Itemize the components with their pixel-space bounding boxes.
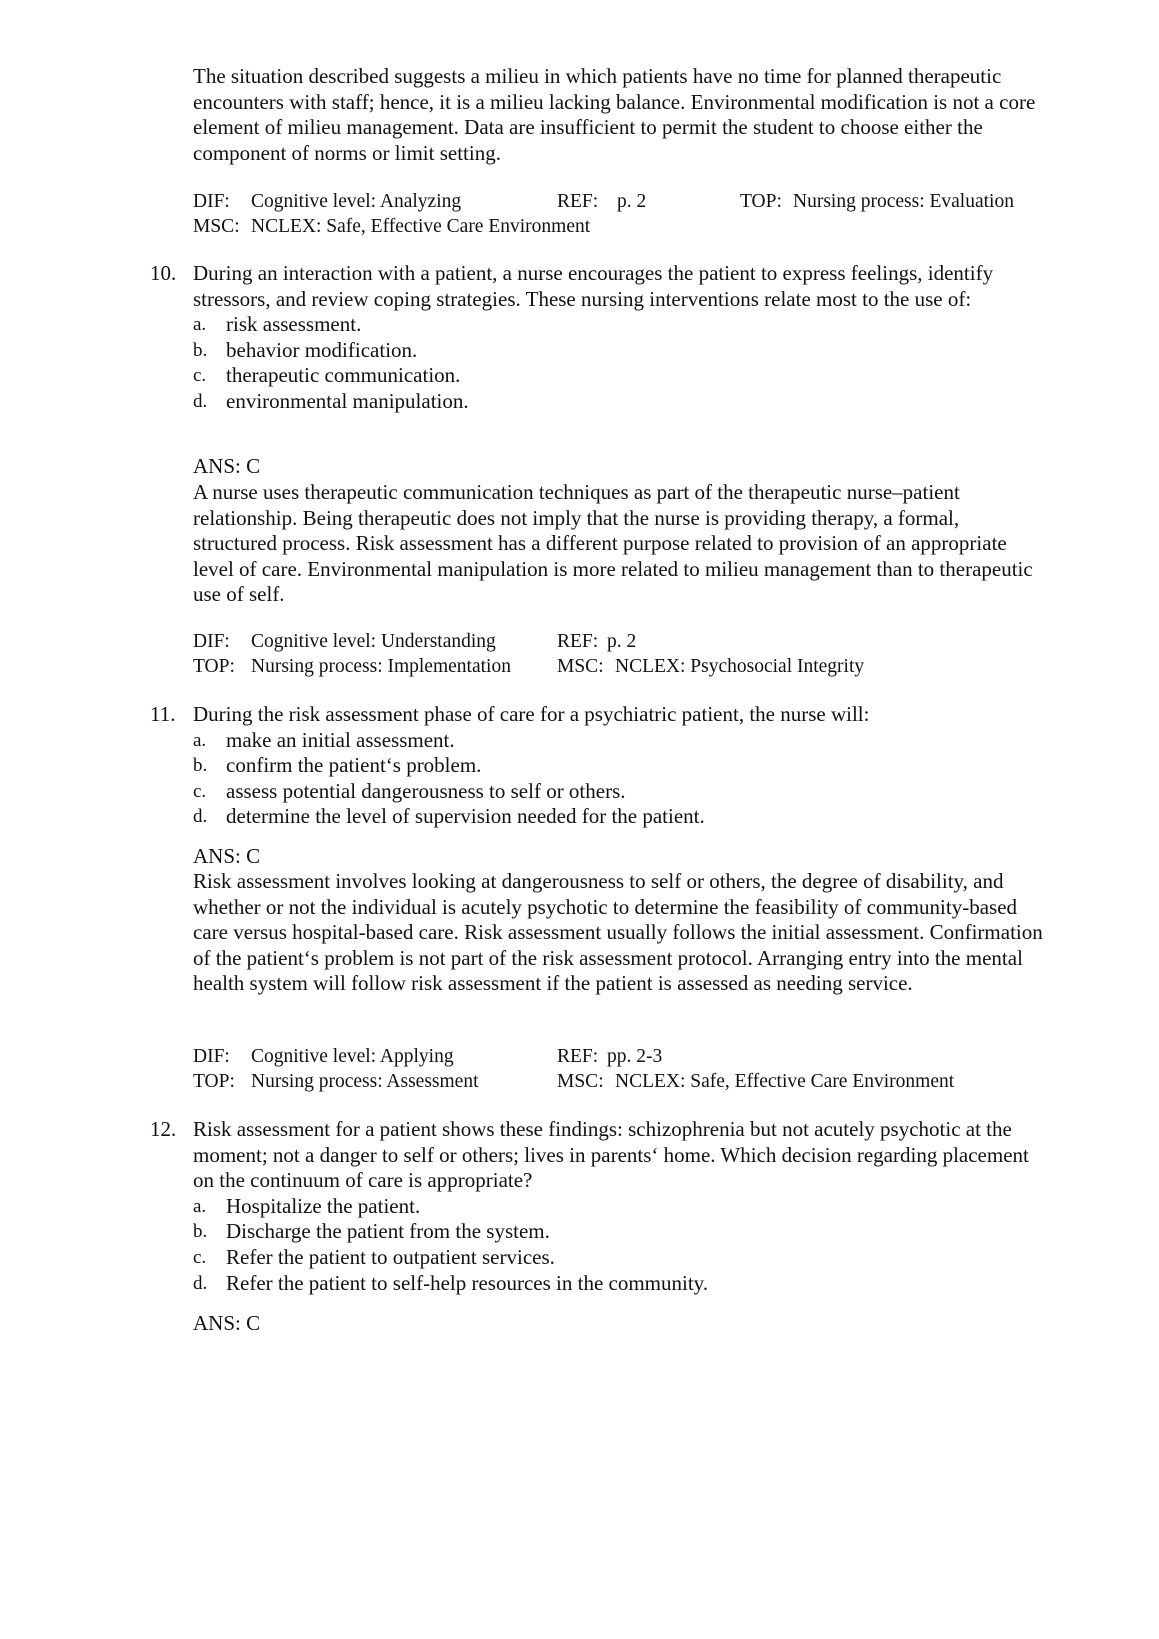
option-d (193, 389, 1043, 415)
ref-value: pp. 2-3 (607, 1046, 663, 1067)
option-a (193, 728, 1043, 754)
ref-value: p. 2 (617, 191, 647, 212)
option-text: therapeutic communication. (226, 363, 461, 388)
option-c (193, 779, 1043, 805)
option-a (193, 1194, 1043, 1220)
msc-value: NCLEX: Safe, Effective Care Environment (251, 215, 591, 237)
option-letter: d. (193, 390, 208, 412)
question-10 (150, 261, 1043, 415)
ref-value: p. 2 (607, 631, 637, 652)
option-letter: a. (193, 729, 207, 751)
option-letter: b. (193, 339, 208, 361)
ref-label: REF: (557, 631, 599, 652)
option-text: environmental manipulation. (226, 388, 469, 413)
meta-11 (193, 1045, 1053, 1094)
msc-value: NCLEX: Safe, Effective Care Environment (615, 1070, 955, 1092)
option-c (193, 363, 1043, 389)
top-value: Nursing process: Assessment (251, 1070, 479, 1092)
option-text: Hospitalize the patient. (226, 1193, 421, 1218)
option-letter: c. (193, 365, 207, 387)
question-number: 10. (150, 261, 177, 285)
option-text: confirm the patient‘s problem. (226, 753, 482, 778)
option-text: Refer the patient to self-help resources in the community. (226, 1270, 709, 1295)
question-11 (150, 702, 1043, 830)
question-stem: During an interaction with a patient, a nurse encourages the patient to express feelings, identify stressors, and review coping strategies. These nursing interventions relate most to the use of: (193, 261, 994, 311)
option-letter: b. (193, 755, 208, 777)
question-12 (150, 1117, 1043, 1296)
answer-11: ANS: C (193, 844, 261, 868)
option-d (193, 1271, 1043, 1297)
explanation-10: A nurse uses therapeutic communication techniques as part of the therapeutic nurse–patient relationship. Being therapeutic does not imply that the nurse is providing therapy, a formal, structured process. Risk assessment has a different purpose related to provision of an appropriate level of care. Environmental manipulation is more related to milieu management than to therapeutic use of self. (193, 480, 1033, 607)
dif-value: Cognitive level: Understanding (251, 631, 496, 652)
dif-label: DIF: (193, 631, 230, 652)
dif-label: DIF: (193, 191, 230, 212)
ref-label: REF: (557, 191, 599, 212)
msc-value: NCLEX: Psychosocial Integrity (615, 655, 865, 677)
option-text: assess potential dangerousness to self or others. (226, 778, 626, 803)
option-b (193, 338, 1043, 364)
question-number: 11. (150, 702, 176, 726)
dif-value: Cognitive level: Applying (251, 1046, 454, 1067)
msc-label: MSC: (193, 215, 240, 237)
ref-label: REF: (557, 1046, 599, 1067)
option-letter: d. (193, 1272, 208, 1294)
option-text: risk assessment. (226, 312, 362, 337)
option-letter: a. (193, 314, 207, 336)
top-label: TOP: (740, 191, 782, 212)
option-letter: c. (193, 1246, 207, 1268)
msc-label: MSC: (557, 655, 604, 677)
explanation-11: Risk assessment involves looking at dangerousness to self or others, the degree of disability, and whether or not the individual is acutely psychotic to determine the feasibility of community-based care versus hospital-based care. Risk assessment usually follows the initial assessment. Confirmation of the patient‘s problem is not part of the risk assessment protocol. Arranging entry into the mental health system will follow risk assessment if the patient is assessed as needing service. (193, 869, 1043, 996)
top-value: Nursing process: Evaluation (793, 191, 1014, 212)
option-text: determine the level of supervision needed for the patient. (226, 804, 705, 829)
option-letter: a. (193, 1195, 207, 1217)
option-a (193, 312, 1043, 338)
question-stem: During the risk assessment phase of care for a psychiatric patient, the nurse will: (193, 702, 870, 726)
meta-10 (193, 630, 1053, 679)
option-letter: c. (193, 780, 207, 802)
answer-12: ANS: C (193, 1311, 261, 1335)
top-label: TOP: (193, 1070, 235, 1092)
option-text: make an initial assessment. (226, 727, 455, 752)
question-number: 12. (150, 1117, 177, 1141)
option-b (193, 1219, 1043, 1245)
option-letter: d. (193, 806, 208, 828)
dif-value: Cognitive level: Analyzing (251, 191, 462, 212)
intro-explanation: The situation described suggests a milieu in which patients have no time for planned therapeutic encounters with staff; hence, it is a milieu lacking balance. Environmental modification is not a core element of milieu management. Data are insufficient to permit the student to choose either the component of norms or limit setting. (193, 64, 1036, 165)
option-text: Refer the patient to outpatient services. (226, 1244, 555, 1269)
answer-10: ANS: C (193, 454, 261, 478)
option-c (193, 1245, 1043, 1271)
option-b (193, 753, 1043, 779)
intro-meta (193, 190, 1053, 239)
option-text: behavior modification. (226, 337, 418, 362)
top-label: TOP: (193, 655, 235, 677)
option-d (193, 804, 1043, 830)
question-stem: Risk assessment for a patient shows these findings: schizophrenia but not acutely psychotic at the moment; not a danger to self or others; lives in parents‘ home. Which decision regarding placement on the continuum of care is appropriate? (193, 1117, 1029, 1193)
top-value: Nursing process: Implementation (251, 655, 511, 677)
dif-label: DIF: (193, 1046, 230, 1067)
msc-label: MSC: (557, 1070, 604, 1092)
option-letter: b. (193, 1221, 208, 1243)
option-text: Discharge the patient from the system. (226, 1219, 550, 1244)
